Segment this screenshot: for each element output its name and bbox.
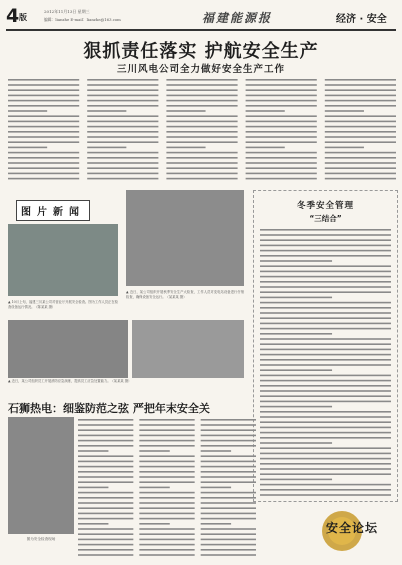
text-line bbox=[78, 424, 133, 426]
text-line bbox=[246, 147, 285, 149]
text-line bbox=[8, 178, 79, 180]
photo-caption-right: ▲ 近日，某公司组织开展秋季安全生产大检查，工作人员对变电站设备进行仔细检查，确保设备安全运行。（某某某 摄） bbox=[126, 290, 244, 300]
text-line bbox=[246, 136, 317, 138]
text-line bbox=[139, 435, 194, 437]
text-line bbox=[8, 157, 79, 159]
text-line bbox=[325, 105, 396, 107]
text-line bbox=[78, 455, 133, 457]
text-line bbox=[260, 276, 391, 278]
text-line bbox=[260, 302, 391, 304]
text-line bbox=[139, 523, 169, 525]
text-line bbox=[246, 110, 285, 112]
text-line bbox=[260, 271, 391, 273]
main-article-body bbox=[8, 77, 396, 185]
text-line bbox=[139, 455, 194, 457]
text-line bbox=[78, 549, 133, 551]
text-line bbox=[166, 136, 237, 138]
text-line bbox=[8, 115, 79, 117]
text-line bbox=[260, 442, 332, 444]
text-line bbox=[260, 281, 391, 283]
column-logo bbox=[320, 506, 394, 556]
text-line bbox=[260, 255, 391, 257]
text-line bbox=[325, 173, 396, 175]
text-line bbox=[246, 79, 317, 81]
text-line bbox=[78, 487, 108, 489]
text-line bbox=[78, 507, 133, 509]
text-line bbox=[201, 481, 256, 483]
text-line bbox=[246, 95, 317, 97]
text-line bbox=[201, 513, 256, 515]
text-line bbox=[8, 110, 47, 112]
text-line bbox=[260, 260, 332, 262]
text-line bbox=[87, 136, 158, 138]
text-line bbox=[139, 481, 194, 483]
text-line bbox=[260, 333, 332, 335]
text-line bbox=[246, 167, 317, 169]
text-line bbox=[260, 375, 391, 377]
sidebar-article bbox=[253, 190, 398, 502]
text-line bbox=[201, 492, 256, 494]
text-line bbox=[325, 89, 396, 91]
text-line bbox=[260, 479, 332, 481]
text-line bbox=[246, 126, 317, 128]
text-line bbox=[8, 141, 79, 143]
text-line bbox=[139, 471, 194, 473]
text-line bbox=[260, 349, 391, 351]
text-line bbox=[260, 489, 391, 491]
main-article-text-lines bbox=[8, 77, 396, 185]
text-line bbox=[166, 95, 237, 97]
text-line bbox=[139, 476, 194, 478]
text-line bbox=[78, 544, 133, 546]
photo-news-header: 图片新闻 bbox=[16, 200, 90, 221]
text-line bbox=[87, 131, 158, 133]
text-line bbox=[166, 121, 237, 123]
text-line bbox=[201, 445, 256, 447]
text-line bbox=[201, 471, 256, 473]
text-line bbox=[260, 364, 391, 366]
editor-line: 编辑：lianzhe E-mail：lianzhe@163.com bbox=[44, 17, 121, 22]
text-line bbox=[201, 507, 256, 509]
photo-news-image-right bbox=[126, 190, 244, 286]
text-line bbox=[201, 476, 256, 478]
text-line bbox=[78, 523, 108, 525]
text-line bbox=[78, 440, 133, 442]
text-line bbox=[166, 178, 237, 180]
text-line bbox=[139, 513, 194, 515]
text-line bbox=[325, 84, 396, 86]
main-subheadline: 三川风电公司全力做好安全生产工作 bbox=[116, 64, 285, 75]
photo-news-image-main bbox=[8, 224, 118, 296]
text-line bbox=[87, 173, 158, 175]
text-line bbox=[78, 539, 133, 541]
text-line bbox=[246, 178, 317, 180]
text-line bbox=[325, 79, 396, 81]
text-line bbox=[325, 110, 364, 112]
text-line bbox=[260, 380, 391, 382]
main-headline: 狠抓责任落实 护航安全生产 bbox=[83, 41, 319, 62]
text-line bbox=[260, 323, 391, 325]
text-line bbox=[87, 126, 158, 128]
text-line bbox=[87, 95, 158, 97]
text-line bbox=[260, 343, 391, 345]
text-line bbox=[166, 147, 205, 149]
text-line bbox=[78, 466, 133, 468]
bottom-article-photo bbox=[8, 417, 74, 534]
text-line bbox=[260, 317, 391, 319]
text-line bbox=[78, 429, 133, 431]
text-line bbox=[201, 544, 256, 546]
text-line bbox=[87, 141, 158, 143]
text-line bbox=[201, 539, 256, 541]
text-line bbox=[260, 354, 391, 356]
text-line bbox=[139, 419, 194, 421]
text-line bbox=[325, 131, 396, 133]
text-line bbox=[260, 494, 391, 496]
text-line bbox=[87, 105, 158, 107]
text-line bbox=[8, 89, 79, 91]
text-line bbox=[246, 141, 317, 143]
text-line bbox=[201, 435, 256, 437]
text-line bbox=[139, 533, 194, 535]
text-line bbox=[246, 105, 317, 107]
text-line bbox=[8, 131, 79, 133]
text-line bbox=[78, 497, 133, 499]
text-line bbox=[201, 461, 256, 463]
text-line bbox=[139, 507, 194, 509]
text-line bbox=[166, 105, 237, 107]
text-line bbox=[325, 141, 396, 143]
page-number: 4 bbox=[6, 5, 20, 27]
text-line bbox=[8, 79, 79, 81]
text-line bbox=[166, 167, 237, 169]
text-line bbox=[78, 554, 133, 556]
text-line bbox=[201, 450, 231, 452]
text-line bbox=[260, 307, 391, 309]
text-line bbox=[139, 466, 194, 468]
text-line bbox=[201, 466, 256, 468]
text-line bbox=[325, 157, 396, 159]
text-line bbox=[260, 297, 332, 299]
text-line bbox=[260, 312, 391, 314]
section-name: 经济 · 安全 bbox=[336, 14, 387, 25]
text-line bbox=[87, 110, 126, 112]
text-line bbox=[201, 424, 256, 426]
text-line bbox=[166, 152, 237, 154]
text-line bbox=[260, 359, 391, 361]
text-line bbox=[139, 544, 194, 546]
text-line bbox=[166, 141, 237, 143]
text-line bbox=[8, 95, 79, 97]
photo-news-block bbox=[8, 190, 246, 390]
text-line bbox=[201, 533, 256, 535]
text-line bbox=[139, 502, 194, 504]
text-line bbox=[260, 245, 391, 247]
text-line bbox=[8, 162, 79, 164]
text-line bbox=[260, 437, 391, 439]
text-line bbox=[260, 338, 391, 340]
text-line bbox=[201, 549, 256, 551]
text-line bbox=[8, 152, 79, 154]
column-logo-text: 安全论坛 bbox=[326, 521, 379, 535]
paper-name: 福建能源报 bbox=[202, 11, 273, 25]
text-line bbox=[325, 115, 396, 117]
text-line bbox=[166, 79, 237, 81]
sidebar-subheadline: “三结合” bbox=[309, 214, 342, 223]
text-line bbox=[78, 502, 133, 504]
text-line bbox=[87, 79, 158, 81]
text-line bbox=[246, 157, 317, 159]
text-line bbox=[87, 162, 158, 164]
text-line bbox=[78, 492, 133, 494]
text-line bbox=[246, 152, 317, 154]
text-line bbox=[8, 126, 79, 128]
text-line bbox=[166, 126, 237, 128]
text-line bbox=[201, 528, 256, 530]
text-line bbox=[201, 487, 231, 489]
text-line bbox=[260, 411, 391, 413]
text-line bbox=[166, 173, 237, 175]
text-line bbox=[139, 554, 194, 556]
text-line bbox=[87, 147, 126, 149]
text-line bbox=[87, 115, 158, 117]
sidebar-text-lines bbox=[260, 227, 391, 497]
text-line bbox=[78, 435, 133, 437]
text-line bbox=[246, 89, 317, 91]
text-line bbox=[260, 473, 391, 475]
text-line bbox=[260, 453, 391, 455]
text-line bbox=[201, 554, 256, 556]
text-line bbox=[260, 432, 391, 434]
text-line bbox=[201, 455, 256, 457]
photo-news-image-bottom bbox=[8, 320, 128, 378]
text-line bbox=[78, 481, 133, 483]
text-line bbox=[139, 445, 194, 447]
text-line bbox=[246, 121, 317, 123]
photo-caption-top: ▲ 10月上旬，福建三川某公司对营业厅开展安全检查。图为工作人员正在检查设备运行情况。（陈某某 摄） bbox=[8, 300, 118, 310]
text-line bbox=[260, 328, 391, 330]
text-line bbox=[139, 492, 194, 494]
text-line bbox=[325, 136, 396, 138]
text-line bbox=[325, 178, 396, 180]
text-line bbox=[139, 461, 194, 463]
text-line bbox=[260, 447, 391, 449]
page-unit: 版 bbox=[19, 12, 27, 22]
text-line bbox=[325, 167, 396, 169]
text-line bbox=[201, 523, 231, 525]
text-line bbox=[260, 458, 391, 460]
text-line bbox=[260, 369, 332, 371]
text-line bbox=[260, 421, 391, 423]
sidebar-headline: 冬季安全管理 bbox=[296, 201, 354, 211]
text-line bbox=[87, 178, 158, 180]
text-line bbox=[260, 250, 391, 252]
text-line bbox=[260, 239, 391, 241]
text-line bbox=[8, 84, 79, 86]
text-line bbox=[139, 424, 194, 426]
text-line bbox=[246, 100, 317, 102]
text-line bbox=[260, 401, 391, 403]
text-line bbox=[8, 167, 79, 169]
text-line bbox=[201, 440, 256, 442]
text-line bbox=[246, 162, 317, 164]
text-line bbox=[260, 229, 391, 231]
text-line bbox=[260, 484, 391, 486]
text-line bbox=[325, 95, 396, 97]
text-line bbox=[8, 100, 79, 102]
text-line bbox=[260, 406, 332, 408]
photo-caption-bottom: ▲ 近日，某公司组织员工开展消防应急演练，提高员工应急处置能力。（某某某 摄） bbox=[8, 379, 132, 383]
text-line bbox=[260, 234, 391, 236]
bottom-article-text-lines bbox=[78, 417, 256, 557]
text-line bbox=[325, 126, 396, 128]
text-line bbox=[139, 429, 194, 431]
text-line bbox=[325, 121, 396, 123]
text-line bbox=[246, 173, 317, 175]
text-line bbox=[139, 528, 194, 530]
bottom-photo-caption: 图为安全检查现场 bbox=[26, 537, 56, 541]
text-line bbox=[325, 147, 364, 149]
text-line bbox=[87, 121, 158, 123]
text-line bbox=[166, 110, 205, 112]
text-line bbox=[87, 100, 158, 102]
text-line bbox=[260, 468, 391, 470]
text-line bbox=[139, 539, 194, 541]
text-line bbox=[201, 429, 256, 431]
text-line bbox=[139, 450, 169, 452]
text-line bbox=[78, 450, 108, 452]
text-line bbox=[325, 152, 396, 154]
text-line bbox=[139, 549, 194, 551]
text-line bbox=[8, 136, 79, 138]
text-line bbox=[325, 162, 396, 164]
text-line bbox=[246, 115, 317, 117]
text-line bbox=[87, 167, 158, 169]
bottom-headline: 石狮热电：细鉴防范之弦 严把年末安全关 bbox=[8, 402, 210, 415]
text-line bbox=[201, 419, 256, 421]
text-line bbox=[78, 476, 133, 478]
text-line bbox=[260, 463, 391, 465]
text-line bbox=[8, 147, 47, 149]
text-line bbox=[166, 100, 237, 102]
text-line bbox=[260, 395, 391, 397]
text-line bbox=[260, 265, 391, 267]
text-line bbox=[78, 471, 133, 473]
text-line bbox=[78, 518, 133, 520]
text-line bbox=[166, 157, 237, 159]
text-line bbox=[325, 100, 396, 102]
text-line bbox=[260, 427, 391, 429]
text-line bbox=[166, 131, 237, 133]
text-line bbox=[201, 518, 256, 520]
text-line bbox=[139, 518, 194, 520]
text-line bbox=[78, 513, 133, 515]
text-line bbox=[246, 131, 317, 133]
text-line bbox=[8, 105, 79, 107]
text-line bbox=[139, 487, 169, 489]
text-line bbox=[139, 440, 194, 442]
text-line bbox=[139, 497, 194, 499]
text-line bbox=[166, 89, 237, 91]
masthead-rule bbox=[6, 29, 396, 31]
text-line bbox=[78, 445, 133, 447]
date-line: 2012年11月13日 星期三 bbox=[44, 9, 90, 14]
text-line bbox=[87, 157, 158, 159]
text-line bbox=[260, 291, 391, 293]
text-line bbox=[78, 461, 133, 463]
text-line bbox=[260, 385, 391, 387]
text-line bbox=[201, 502, 256, 504]
text-line bbox=[246, 84, 317, 86]
text-line bbox=[78, 419, 133, 421]
text-line bbox=[260, 286, 391, 288]
text-line bbox=[166, 115, 237, 117]
text-line bbox=[260, 416, 391, 418]
text-line bbox=[201, 497, 256, 499]
text-line bbox=[78, 528, 133, 530]
text-line bbox=[166, 162, 237, 164]
text-line bbox=[87, 84, 158, 86]
text-line bbox=[87, 152, 158, 154]
text-line bbox=[78, 533, 133, 535]
text-line bbox=[260, 390, 391, 392]
masthead bbox=[6, 6, 396, 28]
text-line bbox=[8, 121, 79, 123]
text-line bbox=[166, 84, 237, 86]
photo-news-image-bottom-right bbox=[132, 320, 244, 378]
text-line bbox=[8, 173, 79, 175]
text-line bbox=[87, 89, 158, 91]
